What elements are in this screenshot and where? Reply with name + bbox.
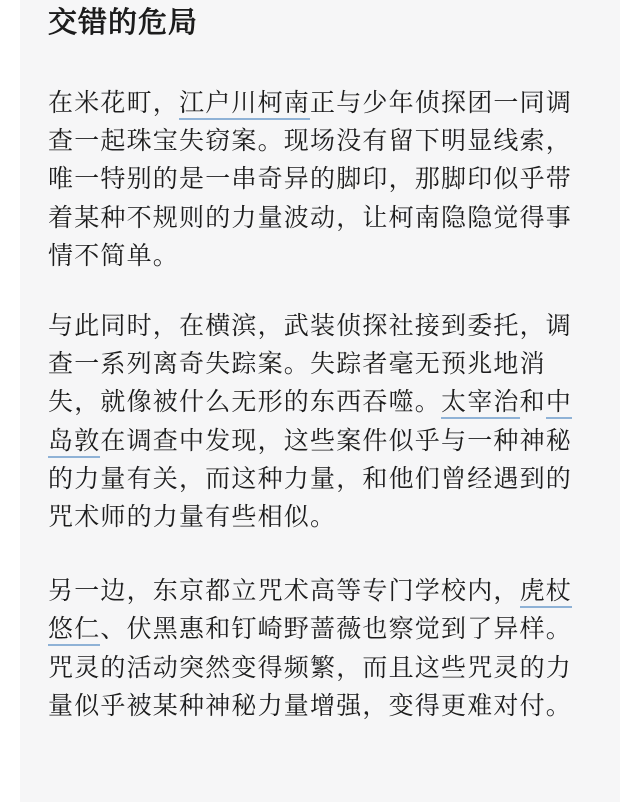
paragraph-conan bbox=[48, 84, 588, 275]
paragraph-text: 在调查中发现，这些案件似乎与一种神秘的力量有关，而这种力量，和他们曾经遇到的咒术师的力量有些相似。 bbox=[48, 425, 573, 532]
link-conan-edogawa[interactable]: 江户川柯南 bbox=[179, 88, 310, 120]
article-title: 交错的危局 bbox=[48, 5, 199, 39]
paragraph-jujutsu bbox=[48, 572, 588, 725]
paragraph-text: 正与少年侦探团一同调查一起珠宝失窃案。现场没有留下明显线索，唯一特别的是一串奇异的脚印，那脚印似乎带着某种不规则的力量波动，让柯南隐隐觉得事情不简单。 bbox=[48, 88, 573, 270]
link-nakajima-atsushi[interactable]: 中岛敦 bbox=[48, 387, 572, 457]
paragraph-text: 、伏黑惠和钉崎野蔷薇也察觉到了异样。咒灵的活动突然变得频繁，而且这些咒灵的力量似乎被某种神秘力量增强，变得更难对付。 bbox=[48, 614, 573, 720]
paragraph-text: 另一边，东京都立咒术高等专门学校内， bbox=[48, 576, 520, 606]
article-content bbox=[48, 0, 588, 725]
paragraph-text: 和 bbox=[519, 387, 546, 417]
paragraph-text: 在米花町， bbox=[48, 88, 180, 117]
paragraph-yokohama bbox=[48, 307, 588, 536]
link-dazai-osamu[interactable]: 太宰治 bbox=[441, 387, 520, 419]
paragraph-text: 与此同时，在横滨，武装侦探社接到委托，调查一系列离奇失踪案。失踪者毫无预兆地消失，就像被什么无形的东西吞噬。 bbox=[48, 311, 573, 417]
link-itadori-yuji[interactable]: 虎杖悠仁 bbox=[48, 576, 572, 646]
